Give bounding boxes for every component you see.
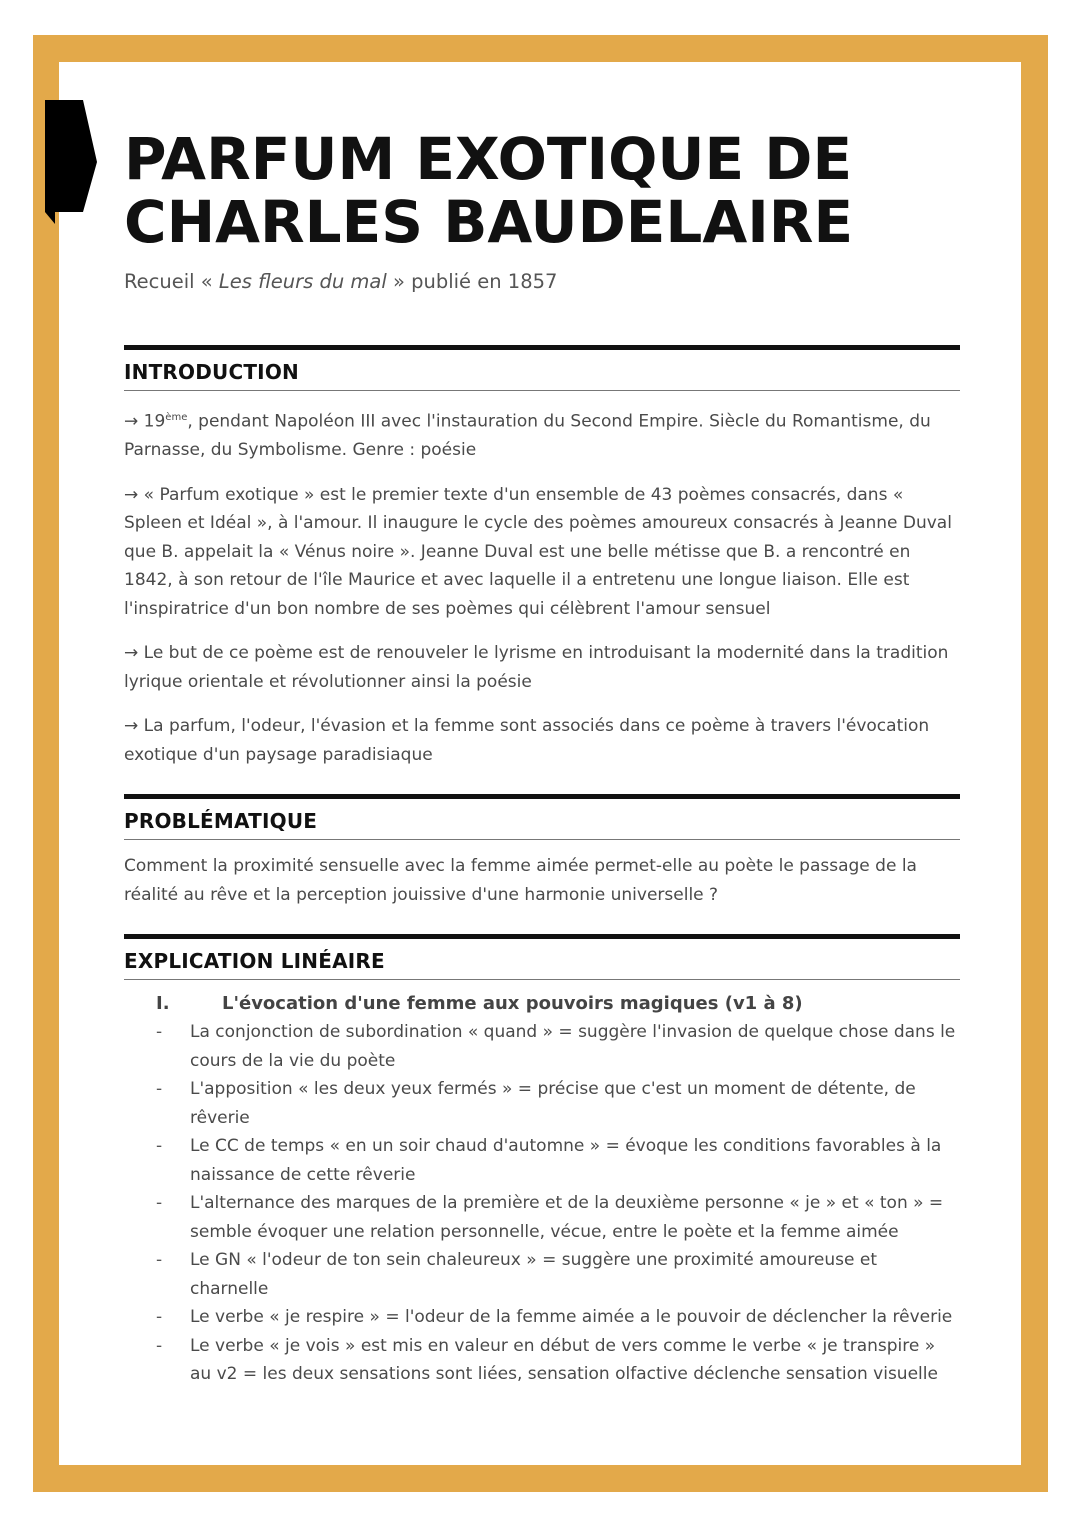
subtitle-suffix: » publié en 1857 (386, 270, 558, 293)
problematique-text: Comment la proximité sensuelle avec la femme aimée permet-elle au poète le passage de la réalité au rêve et la perception jouissive d'une harmonie universelle ? (124, 856, 917, 905)
list-item: - L'alternance des marques de la première et de la deuxième personne « je » et « ton » = semble évoquer une relation personnelle, vécue, entre le poète et la femme aimée (156, 1189, 960, 1246)
page-title (124, 125, 960, 256)
section-heading-explication: EXPLICATION LINÉAIRE (124, 934, 960, 980)
intro-paragraph-1 (124, 404, 960, 465)
title-line-1: PARFUM EXOTIQUE DE (124, 125, 853, 193)
century-superscript: ème (165, 412, 188, 423)
list-item: - Le CC de temps « en un soir chaud d'automne » = évoque les conditions favorables à la naissance de cette rêverie (156, 1132, 960, 1189)
intro-paragraph-3: → Le but de ce poème est de renouveler le lyrisme en introduisant la modernité dans la tradition lyrique orientale et révolutionner ainsi la poésie (124, 643, 949, 692)
section-tab-marker (45, 100, 97, 224)
century-number: 19 (143, 411, 166, 432)
intro-paragraph-4: → La parfum, l'odeur, l'évasion et la femme sont associés dans ce poème à travers l'évocation exotique d'un paysage paradisiaque (124, 716, 930, 765)
list-item: - Le verbe « je respire » = l'odeur de la femme aimée a le pouvoir de déclencher la rêverie (156, 1303, 960, 1332)
list-item: - Le GN « l'odeur de ton sein chaleureux » = suggère une proximité amoureuse et charnelle (156, 1246, 960, 1303)
document-content (124, 125, 960, 1389)
outline-part-number: I. (156, 993, 170, 1015)
title-line-2: CHARLES BAUDELAIRE (124, 188, 854, 256)
list-item: - La conjonction de subordination « quand » = suggère l'invasion de quelque chose dans le cours de la vie du poète (156, 1018, 960, 1075)
subtitle-prefix: Recueil « (124, 270, 219, 293)
outline-part-title (156, 990, 960, 1018)
outline-part-heading: L'évocation d'une femme aux pouvoirs magiques (v1 à 8) (222, 993, 803, 1015)
arrow-icon: → (124, 411, 144, 432)
section-heading-introduction: INTRODUCTION (124, 345, 960, 391)
outline-part-1 (124, 990, 960, 1389)
section-introduction (124, 345, 960, 769)
section-heading-problematique: PROBLÉMATIQUE (124, 794, 960, 840)
subtitle-work-title: Les fleurs du mal (218, 270, 387, 293)
section-problematique (124, 794, 960, 909)
subtitle (124, 270, 960, 293)
analysis-list (156, 1018, 960, 1389)
section-explication (124, 934, 960, 1389)
list-item: - Le verbe « je vois » est mis en valeur en début de vers comme le verbe « je transpire » au v2 = les deux sensations sont liées, sensation olfactive déclenche sensation visuelle (156, 1332, 960, 1389)
intro-paragraph-1-text: , pendant Napoléon III avec l'instauration du Second Empire. Siècle du Romantisme, du Parnasse, du Symbolisme. Genre : poésie (124, 411, 931, 461)
list-item: - L'apposition « les deux yeux fermés » = précise que c'est un moment de détente, de rêverie (156, 1075, 960, 1132)
intro-paragraph-2: → « Parfum exotique » est le premier texte d'un ensemble de 43 poèmes consacrés, dans « Spleen et Idéal », à l'amour. Il inaugure le cycle des poèmes amoureux consacrés à Jeanne Duval que B. appelait la « Vénus noire ». Jeanne Duval est une belle métisse que B. a rencontré en 1842, à son retour de l'île Maurice et avec laquelle il a entretenu une longue liaison. Elle est l'inspiratrice d'un bon nombre de ses poèmes qui célèbrent l'amour sensuel (124, 484, 952, 619)
